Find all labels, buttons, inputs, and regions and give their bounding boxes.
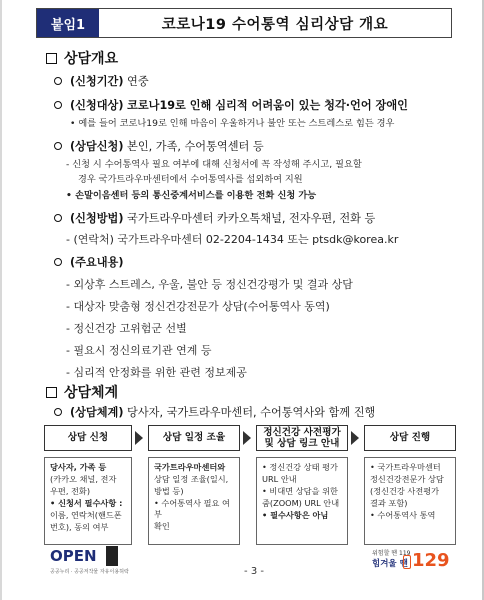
content-item-2: - 대상자 맞춤형 정신건강전문가 상담(수어통역사 동역): [66, 300, 330, 313]
hotline-logo: 위험할 땐 119 힘겨울 땐 129: [372, 550, 450, 571]
period-line: (신청기간) 연중: [54, 73, 149, 89]
target-note: • 예를 들어 코로나19로 인해 마음이 우울하거나 불안 또는 스트레스로 힘든 경우: [70, 118, 395, 129]
page-footer: [44, 546, 464, 586]
target-line: (신청대상) 코로나19로 인해 심리적 어려움이 있는 청각·언어 장애인: [54, 97, 408, 113]
circle-bullet-icon: [54, 77, 62, 85]
method-line: (신청방법) 국가트라우마센터 카카오톡채널, 전자우편, 전화 등: [54, 210, 375, 226]
section-system-title: 상담체계: [46, 382, 118, 402]
document-header: [36, 8, 452, 38]
phone-icon: [403, 555, 411, 569]
arrow-right-icon: [135, 431, 143, 445]
kogl-open-logo: OPEN: [50, 547, 97, 565]
circle-bullet-icon: [54, 214, 62, 222]
applicant-note-2: • 손말이음센터 등의 통신중계서비스를 이용한 전화 신청 가능: [66, 190, 317, 201]
page-title: 코로나19 수어통역 심리상담 개요: [161, 16, 389, 33]
step-4-header: 상담 진행: [364, 425, 456, 451]
step-1-detail: 당사자, 가족 등 (카카오 채널, 전자 우편, 전화) • 신청서 필수사항 : 이름, 연락처(핸드폰 번호), 동의 여부: [44, 457, 132, 545]
step-3-detail: • 정신건강 상태 평가 URL 안내 • 비대면 상담을 위한 줌(ZOOM) URL 안내 • 필수사항은 아님: [256, 457, 348, 545]
circle-bullet-icon: [54, 408, 62, 416]
page-number: - 3 -: [244, 566, 264, 577]
applicant-note-1: - 신청 시 수어통역사 필요 여부에 대해 신청서에 꼭 작성해 주시고, 필요할: [66, 159, 362, 170]
kogl-type-icon: [106, 546, 118, 566]
step-2-detail: 국가트라우마센터와 상담 일정 조율(일시, 방법 등) • 수어통역사 필요 여부 확인: [148, 457, 240, 545]
square-bullet-icon: [46, 387, 57, 398]
square-bullet-icon: [46, 53, 57, 64]
arrow-right-icon: [351, 431, 359, 445]
step-1-header: 상담 신청: [44, 425, 132, 451]
section-overview-title: 상담개요: [46, 48, 118, 68]
content-item-4: - 필요시 정신의료기관 연계 등: [66, 344, 212, 357]
attachment-badge: 붙임1: [37, 9, 99, 37]
method-contact: - (연락처) 국가트라우마센터 02-2204-1434 또는 ptsdk@korea.kr: [66, 233, 399, 246]
circle-bullet-icon: [54, 101, 62, 109]
step-4-detail: • 국가트라우마센터 정신건강전문가 상담 (정신건강 사전평가 결과 포함) • 수어통역사 통역: [364, 457, 456, 545]
content-line: (주요내용): [54, 254, 123, 270]
content-item-5: - 심리적 안정화를 위한 관련 정보제공: [66, 366, 247, 379]
step-2-header: 상담 일정 조율: [148, 425, 240, 451]
system-line: (상담체계) 당사자, 국가트라우마센터, 수어통역사와 함께 진행: [54, 404, 375, 420]
circle-bullet-icon: [54, 258, 62, 266]
process-flow: [44, 425, 474, 545]
content-item-3: - 정신건강 고위험군 선별: [66, 322, 187, 335]
applicant-line: (상담신청) 본인, 가족, 수어통역센터 등: [54, 138, 264, 154]
applicant-note-1b: 경우 국가트라우마센터에서 수어통역사를 섭외하여 지원: [78, 174, 303, 185]
step-3-header: 정신건강 사전평가 및 상담 링크 안내: [256, 425, 348, 451]
open-license-note: 공공누리 · 공공저작물 자유이용허락: [50, 569, 129, 575]
arrow-right-icon: [243, 431, 251, 445]
circle-bullet-icon: [54, 142, 62, 150]
content-item-1: - 외상후 스트레스, 우울, 불안 등 정신건강평가 및 결과 상담: [66, 278, 353, 291]
